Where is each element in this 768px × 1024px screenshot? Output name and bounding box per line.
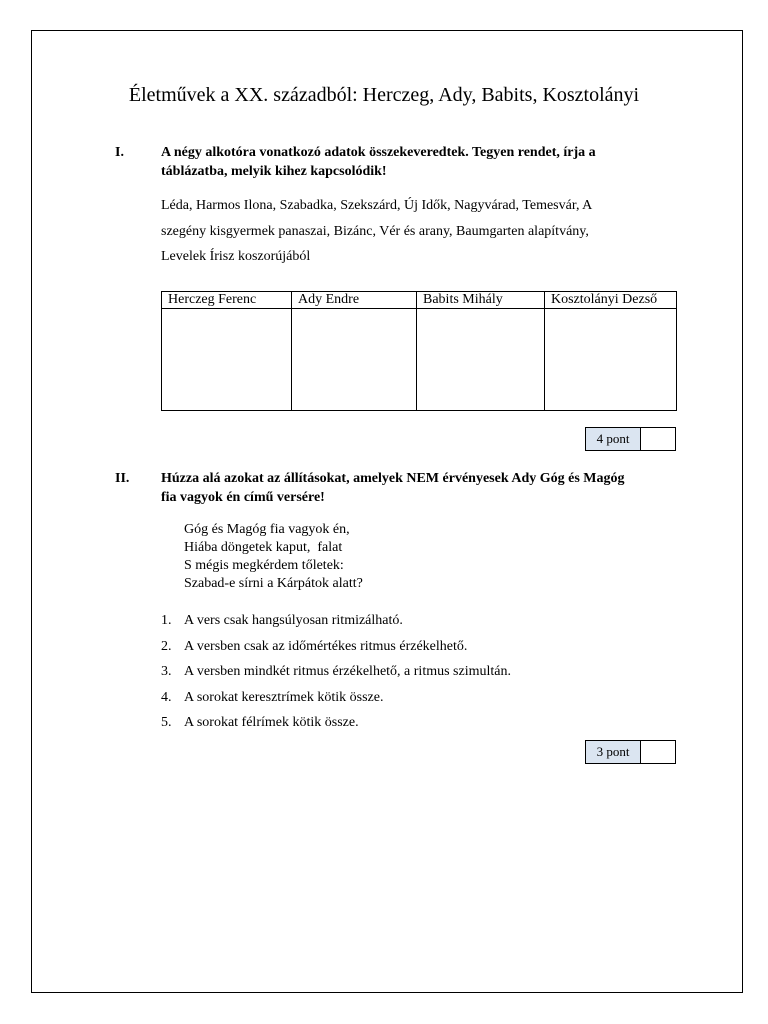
section1-score-field[interactable] [641,428,675,450]
section1-score-box [585,427,676,451]
answer-table [161,291,677,411]
word-list-line3: Levelek Írisz koszorújából [161,249,311,264]
column-header-kosztolanyi: Kosztolányi Dezső [545,292,677,309]
word-list-line1: Léda, Harmos Ilona, Szabadka, Szekszárd, Új Idők, Nagyvárad, Temesvár, A [161,198,593,213]
section1-question-line1: A négy alkotóra vonatkozó adatok összekeveredtek. Tegyen rendet, írja a [161,145,596,160]
column-header-herczeg: Herczeg Ferenc [162,292,292,309]
column-header-ady: Ady Endre [292,292,417,309]
section2-score-field[interactable] [641,741,675,763]
statement-text: A versben csak az időmértékes ritmus érzékelhető. [184,638,468,654]
section1-word-list [161,193,661,270]
statement-number: 1. [161,613,172,628]
section2-question-line2: fia vagyok én című versére! [161,490,325,505]
answer-cell-herczeg[interactable] [162,309,292,411]
section2-question-line1: Húzza alá azokat az állításokat, amelyek NEM érvényesek Ady Góg és Magóg [161,471,625,486]
section1-question [161,143,681,181]
poem-excerpt [184,521,363,593]
statement-number: 4. [161,689,172,705]
page-title: Életművek a XX. századból: Herczeg, Ady, Babits, Kosztolányi [128,84,640,106]
poem-line: S mégis megkérdem tőletek: [184,558,344,573]
statement-text: A sorokat félrímek kötik össze. [184,715,359,730]
statement-number: 3. [161,664,172,679]
poem-line: Góg és Magóg fia vagyok én, [184,522,350,537]
section1-points-label: 4 pont [586,428,641,450]
column-header-babits: Babits Mihály [417,292,545,309]
word-list-line2: szegény kisgyermek panaszai, Bizánc, Vér és arany, Baumgarten alapítvány, [161,223,589,239]
statement-number: 5. [161,715,172,730]
section2-question [161,469,681,507]
section2-points-label: 3 pont [586,741,641,763]
poem-line: Szabad-e sírni a Kárpátok alatt? [184,576,363,591]
answer-cell-babits[interactable] [417,309,545,411]
statement-number: 2. [161,638,172,654]
statement-text: A vers csak hangsúlyosan ritmizálható. [184,613,403,628]
section2-number: II. [115,471,130,486]
section1-question-line2: táblázatba, melyik kihez kapcsolódik! [161,164,387,179]
answer-cell-ady[interactable] [292,309,417,411]
section1-number: I. [115,145,124,160]
statement-text: A versben mindkét ritmus érzékelhető, a ritmus szimultán. [184,664,511,679]
statement-text: A sorokat keresztrímek kötik össze. [184,689,384,705]
answer-cell-kosztolanyi[interactable] [545,309,677,411]
section2-score-box [585,740,676,764]
poem-line: Hiába döngetek kaput, falat [184,540,343,555]
